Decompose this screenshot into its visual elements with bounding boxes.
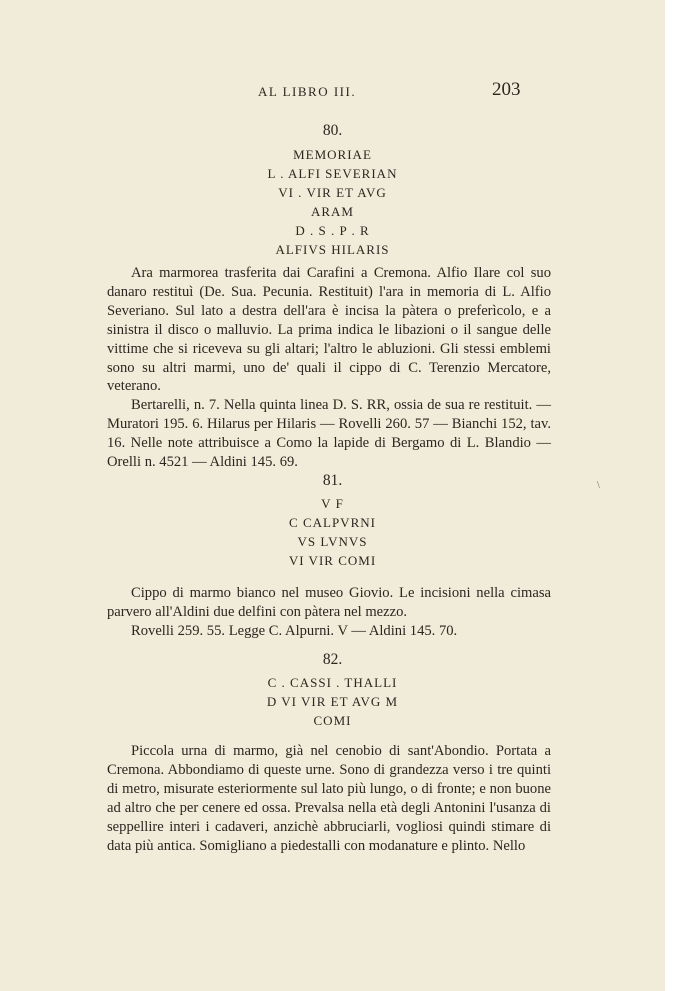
- commentary: [107, 264, 551, 472]
- entry-number: 82.: [322, 651, 343, 668]
- paragraph: Rovelli 259. 55. Legge C. Alpurni. V — Aldini 145. 70.: [131, 622, 458, 639]
- paragraph: Piccola urna di marmo, già nel cenobio di sant'Abondio. Portata a Cremona. Abbondiamo di queste urne. Sono di grandezza verso i tre quinti di metro, misurate esteriormente sul lato più lungo, o di fronte; e non buone ad altro che per cenere ed ossa. Prevalsa nella età degli Antonini l'usanza di seppellire interi i cadaveri, anzichè abbruciarli, vogliosi quindi stimare di data più antica. Somigliano a piedestalli con modanature e plinto. Nello: [107, 743, 551, 854]
- page-number: 203: [492, 79, 521, 100]
- inscription-line: MEMORIAE: [293, 147, 372, 162]
- inscription-line: ALFIVS HILARIS: [275, 242, 390, 257]
- paragraph: Cippo di marmo bianco nel museo Giovio. Le incisioni nella cimasa parvero all'Aldini due delfini con pàtera nel mezzo.: [107, 585, 551, 620]
- page-margin: [665, 0, 700, 991]
- inscription-line: VI . VIR ET AVG: [278, 185, 387, 200]
- inscription: [0, 673, 665, 730]
- inscription: [0, 494, 665, 570]
- inscription-line: D . S . P . R: [295, 223, 370, 238]
- paragraph: Ara marmorea trasferita dai Carafini a Cremona. Alfio Ilare col suo danaro restituì (De. Sua. Pecunia. Restituit) l'ara in memoria di L. Alfio Severiano. Sul lato a destra dell'ara è incisa la pàtera o preferìcolo, e a sinistra il disco o malluvio. La prima indica le libazioni o il sangue delle vittime che si riceveva su gli altari; l'altro le abluzioni. Gli stessi emblemi sono su altri marmi, uno de' quali il cippo di C. Terenzio Mercatore, veterano.: [107, 265, 551, 395]
- entry-number: 80.: [322, 122, 343, 139]
- inscription-line: D VI VIR ET AVG M: [266, 694, 399, 709]
- inscription-line: ARAM: [310, 204, 354, 219]
- inscription: [0, 145, 665, 259]
- inscription-line: COMI: [313, 713, 352, 728]
- inscription-line: VS LVNVS: [297, 534, 368, 549]
- inscription-line: L . ALFI SEVERIAN: [267, 166, 398, 181]
- paragraph: Bertarelli, n. 7. Nella quinta linea D. S. RR, ossia de sua re restituit. — Muratori 195. 6. Hilarus per Hilaris — Rovelli 260. 57 — Bianchi 152, tav. 16. Nelle note attribuisce a Como la lapide di Bergamo di L. Blandio — Orelli n. 4521 — Aldini 145. 69.: [107, 397, 551, 471]
- commentary: [107, 584, 551, 641]
- inscription-line: C CALPVRNI: [289, 515, 376, 530]
- inscription-line: VI VIR COMI: [288, 553, 377, 568]
- commentary: [107, 742, 551, 855]
- ink-speck: \: [597, 480, 600, 491]
- entry-number: 81.: [322, 472, 343, 489]
- running-head-title: AL LIBRO III.: [258, 84, 357, 99]
- inscription-line: C . CASSI . THALLI: [267, 675, 398, 690]
- inscription-line: V F: [321, 496, 344, 511]
